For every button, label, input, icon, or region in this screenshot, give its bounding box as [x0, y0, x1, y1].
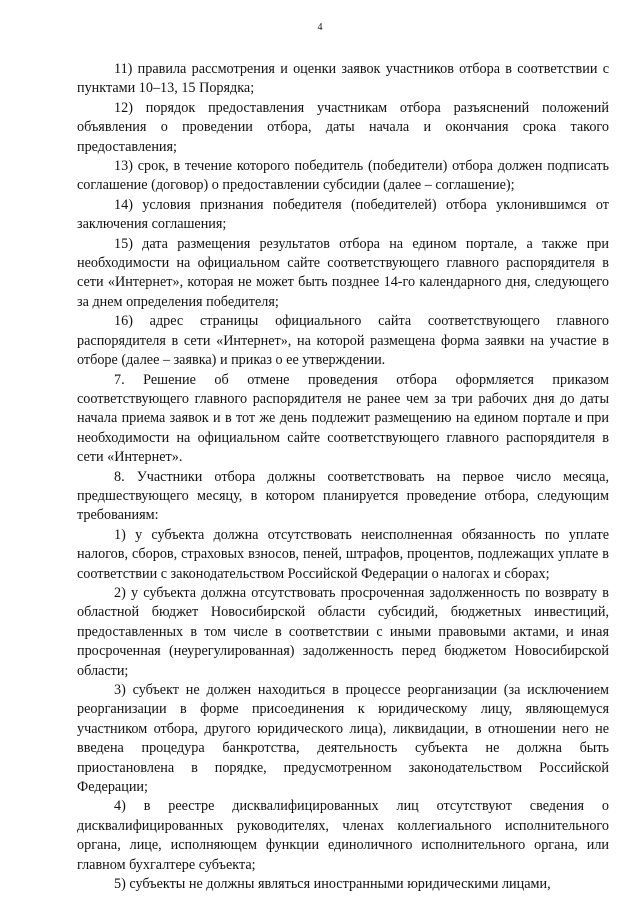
paragraph-item-16: 16) адрес страницы официального сайта соответствующего главного распорядителя в сети «Интернет», на которой размещена форма заявки на участие в отборе (далее – заявка) и приказ о ее утверждении.	[77, 313, 609, 369]
paragraph-requirement-3: 3) субъект не должен находиться в процессе реорганизации (за исключением реорганизации в форме присоединения к юридическому лицу, являющемуся участником отбора, другого юридического лица), ликвидации, в отношении него не введена процедура банкротства, деятельность субъекта не должна быть приостановлена в порядке, предусмотренном законодательством Российской Федерации;	[77, 682, 609, 796]
paragraph-requirement-1: 1) у субъекта должна отсутствовать неисполненная обязанность по уплате налогов, сборов, страховых взносов, пеней, штрафов, процентов, подлежащих уплате в соответствии с законодательством Российской Федерации о налогах и сборах;	[77, 526, 609, 582]
paragraph-item-14: 14) условия признания победителя (победителей) отбора уклонившимся от заключения соглашения;	[77, 196, 609, 233]
paragraph-section-7: 7. Решение об отмене проведения отбора оформляется приказом соответствующего главного распорядителя не ранее чем за три рабочих дня до даты начала приема заявок и в тот же день подлежит размещению на едином портале и при необходимости на официальном сайте соответствующего главного распорядителя в сети «Интернет».	[77, 371, 609, 466]
document-body	[77, 60, 609, 894]
paragraph-requirement-2: 2) у субъекта должна отсутствовать просроченная задолженность по возврату в областной бюджет Новосибирской области субсидий, бюджетных инвестиций, предоставленных в том числе в соответствии с иными правовыми актами, и иная просроченная (неурегулированная) задолженность перед бюджетом Новосибирской области;	[77, 584, 609, 679]
paragraph-requirement-4: 4) в реестре дисквалифицированных лиц отсутствуют сведения о дисквалифицированных руководителях, членах коллегиального исполнительного органа, лице, исполняющем функции единоличного исполнительного органа, или главном бухгалтере субъекта;	[77, 798, 609, 873]
paragraph-item-13: 13) срок, в течение которого победитель (победители) отбора должен подписать соглашение (договор) о предоставлении субсидии (далее – соглашение);	[77, 158, 609, 194]
paragraph-item-15: 15) дата размещения результатов отбора на едином портале, а также при необходимости на официальном сайте соответствующего главного распорядителя в сети «Интернет», которая не может быть позднее 14-го календарного дня, следующего за днем определения победителя;	[77, 235, 609, 310]
paragraph-section-8: 8. Участники отбора должны соответствовать на первое число месяца, предшествующего месяцу, в котором планируется проведение отбора, следующим требованиям:	[77, 468, 609, 524]
paragraph-item-11: 11) правила рассмотрения и оценки заявок участников отбора в соответствии с пунктами 10–13, 15 Порядка;	[77, 61, 609, 97]
paragraph-requirement-5: 5) субъекты не должны являться иностранными юридическими лицами,	[114, 876, 551, 893]
page-number: 4	[317, 22, 323, 33]
paragraph-item-12: 12) порядок предоставления участникам отбора разъяснений положений объявления о проведении отбора, даты начала и окончания срока такого предоставления;	[77, 99, 609, 155]
